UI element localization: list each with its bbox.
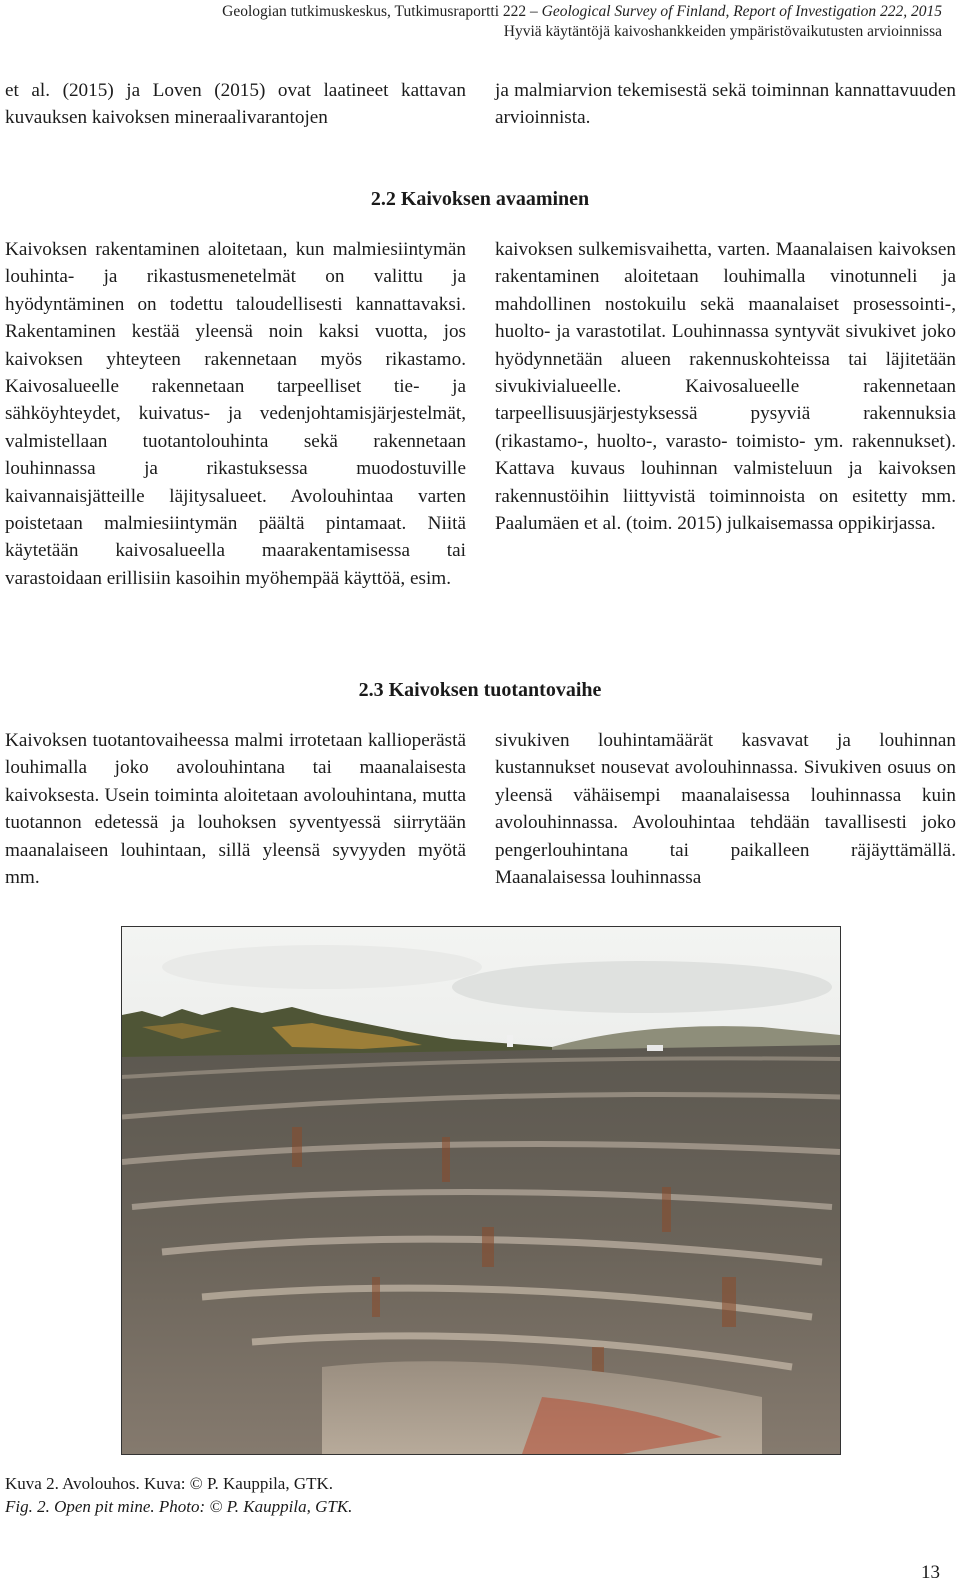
header-series-en: Geological Survey of Finland, Report of Investigation 222, 2015: [541, 3, 942, 20]
intro-right-column: [495, 77, 956, 132]
figure-caption: [5, 1472, 352, 1518]
header-line-1: [222, 2, 942, 22]
section-2-2-left-column: [5, 236, 466, 592]
section-2-3-right-column: [495, 727, 956, 891]
caption-english: Fig. 2. Open pit mine. Photo: © P. Kauppila, GTK.: [5, 1497, 353, 1516]
page-number: 13: [921, 1562, 940, 1583]
running-header: [222, 2, 942, 42]
open-pit-mine-photo: [121, 926, 841, 1455]
section-2-2-left-text: Kaivoksen rakentaminen aloitetaan, kun malmiesiintymän louhinta- ja rikastusmenetelmät on valittu ja hyödyntäminen on todettu taloudellisesti kannattavaksi. Rakentaminen kestää yleensä noin kaksi vuotta, jos kaivoksen yhteyteen rakennetaan myös rikastamo. Kaivosalueelle rakennetaan tarpeelliset tie- ja sähköyhteydet, kuivatus- ja vedenjohtamisjärjestelmät, valmistellaan tuotantolouhinta sekä rakennetaan louhinnassa ja rikastuksessa muodostuville kaivannaisjätteille läjitysalueet. Avolouhintaa varten poistetaan malmiesiintymän päältä pintamaat. Niitä käytetään kaivosalueella maarakentamisessa tai varastoidaan erillisiin kasoihin myöhempää käyttöä, esim.: [5, 239, 466, 589]
section-2-3-left-text: Kaivoksen tuotantovaiheessa malmi irrotetaan kallioperästä louhimalla joko avolouhintana tai maanalaisesta kaivoksesta. Usein toiminta aloitetaan avolouhintana, mutta tuotannon edetessä ja louhoksen syventyessä siirrytään maanalaiseen louhintaan, sillä yleensä syvyyden myötä mm.: [5, 730, 466, 889]
section-2-2-right-column: [495, 236, 956, 537]
intro-left-text: et al. (2015) ja Loven (2015) ovat laatineet kattavan kuvauksen kaivoksen mineraalivarantojen: [5, 80, 466, 129]
intro-right-text: ja malmiarvion tekemisestä sekä toiminnan kannattavuuden arvioinnista.: [495, 80, 956, 129]
header-series-fi: Geologian tutkimuskeskus, Tutkimusraportti 222 –: [222, 3, 542, 20]
header-line-2: Hyviä käytäntöjä kaivoshankkeiden ympäristövaikutusten arvioinnissa: [503, 23, 942, 40]
section-2-3-heading: 2.3 Kaivoksen tuotantovaihe: [358, 679, 602, 701]
section-2-2-right-text: kaivoksen sulkemisvaihetta, varten. Maanalaisen kaivoksen rakentaminen aloitetaan louhimalla vinotunneli ja mahdollinen nostokuilu sekä maanalaiset prosessointi-, huolto- ja varastotilat. Louhinnassa syntyvät sivukivet joko hyödynnetään alueen rakennuskohteissa tai läjitetään sivukivialueelle. Kaivosalueelle rakennetaan tarpeellisuusjärjestyksessä pysyviä rakennuksia (rikastamo-, huolto-, varasto- toimisto- ym. rakennukset). Kattava kuvaus louhinnan valmisteluun ja kaivoksen rakennustöihin liittyvistä toiminnoista on esitetty mm. Paalumäen et al. (toim. 2015) julkaisemassa oppikirjassa.: [495, 239, 956, 535]
open-pit-mine-illustration: [122, 927, 840, 1454]
caption-finnish: Kuva 2. Avolouhos. Kuva: © P. Kauppila, GTK.: [5, 1474, 334, 1493]
section-2-3-left-column: [5, 727, 466, 891]
section-2-2-heading: 2.2 Kaivoksen avaaminen: [370, 188, 590, 210]
section-2-3-right-text: sivukiven louhintamäärät kasvavat ja louhinnan kustannukset nousevat avolouhinnassa. Sivukiven osuus on yleensä vähäisempi maanalaisessa louhinnassa kuin avolouhinnassa. Avolouhintaa tehdään tavallisesti joko pengerlouhintana tai paikalleen räjäyttämällä. Maanalaisessa louhinnassa: [495, 730, 956, 889]
intro-left-column: [5, 77, 466, 132]
